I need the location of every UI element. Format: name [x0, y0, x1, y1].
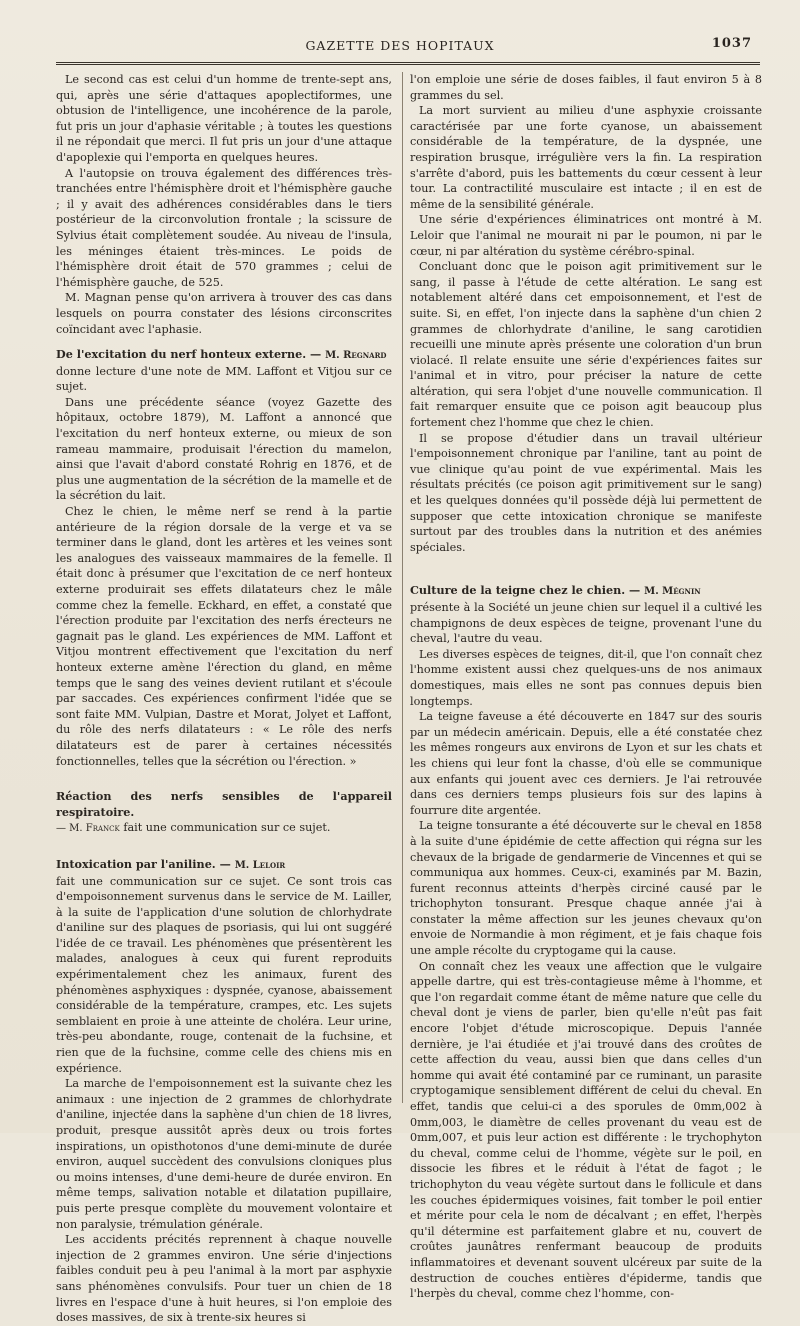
paragraph: Les accidents précités reprennent à chaque nouvelle injection de 2 grammes environ. Une série d'injections faibles conduit peu à peu l'animal à la mort par asphyxie sans phénomènes convulsifs. Pour tuer un chien de 18 livres en l'espace d'une à huit heures, si l'on emploie des doses massives, de six à trente-six heures si: [56, 1233, 392, 1325]
column-divider: [402, 72, 403, 1103]
header-double-rule: [56, 62, 760, 65]
paragraph: Une série d'expériences éliminatrices ont montré à M. Leloir que l'animal ne mourait ni par le poumon, ni par le cœur, ni par altération du système cérébro-spinal.: [410, 213, 762, 258]
page-number: 1037: [711, 36, 752, 51]
running-head: [60, 36, 752, 60]
section-title: Culture de la teigne chez le chien. —: [410, 583, 645, 598]
paragraph: Concluant donc que le poison agit primitivement sur le sang, il passe à l'étude de cette altération. Le sang est notablement altéré dans cet empoisonnement, et l'est de suite. Si, en effet, l'on injecte dans la saphène d'un chien 2 grammes de chlorhydrate d'aniline, le sang carotidien recueilli une minute après présente une coloration d'un brun violacé. Il relate ensuite une série d'expériences faites sur l'animal et in vitro, pour préciser la nature de cette altération, qui sera l'objet d'une nouvelle communication. Il fait remarquer ensuite que ce poison agit beaucoup plus fortement chez l'homme que chez le chien.: [410, 260, 762, 430]
paragraph: Dans une précédente séance (voyez Gazette des hôpitaux, octobre 1879), M. Laffont a annoncé que l'excitation du nerf honteux externe, ou mieux de son rameau mammaire, produisait l'érection du mamelon, ainsi que l'avait d'abord constaté Rohrig en 1876, et de plus une augmentation de la sécrétion de la mamelle et de la sécrétion du lait.: [56, 395, 392, 503]
section-author: M. Leloir: [234, 859, 286, 871]
left-column: [56, 72, 392, 1326]
paragraph: Le second cas est celui d'un homme de trente-sept ans, qui, après une série d'attaques apoplectiformes, une obtusion de l'intelligence, une incohérence de la parole, fut pris un jour d'aphasie véritable ; à toutes les questions il ne répondait que merci. Il fut pris un jour d'une attaque d'apoplexie qui l'emporta en quelques heures.: [56, 73, 392, 164]
paragraph: M. Magnan pense qu'on arrivera à trouver des cas dans lesquels on pourra constater des lésions circonscrites coïncidant avec l'aphasie.: [56, 291, 392, 336]
paragraph: La marche de l'empoisonnement est la suivante chez les animaux : une injection de 2 grammes de chlorhydrate d'aniline, injectée dans la saphène d'un chien de 18 livres, produit, presque aussitôt après deux ou trois fortes inspirations, un opisthotonos d'une demi-minute de durée environ, auquel succèdent des convulsions cloniques plus ou moins intenses, d'une demi-heure de durée environ. En même temps, salivation notable et dilatation pupillaire, puis perte presque complète du mouvement volontaire et non paralysie, trémulation générale.: [56, 1077, 392, 1231]
section-lead: fait une communication sur ce sujet. Ce sont trois cas d'empoisonnement survenus dans le service de M. Lailler, à la suite de l'application d'une solution de chlorhydrate d'aniline sur des plaques de psoriasis, qui lui ont suggéré l'idée de ce travail. Les phénomènes que présentèrent les malades, analogues à ceux qui furent reproduits expérimentalement chez les animaux, furent des phénomènes asphyxiques : dyspnée, cyanose, abaissement considérable de la température, crampes, etc. Les sujets semblaient en proie à une atteinte de choléra. Leur urine, très-peu abondante, rouge, contenait de la fuchsine, et rien que de la fuchsine, comme celle des chiens mis en expérience.: [56, 874, 392, 1075]
paragraph: La mort survient au milieu d'une asphyxie croissante caractérisée par une forte cyanose, un abaissement considérable de la température, de la dyspnée, une respiration brusque, irrégulière vers la fin. La respiration s'arrête d'abord, puis les battements du cœur cessent à leur tour. La contractilité musculaire est intacte ; il en est de même de la sensibilité générale.: [410, 104, 762, 211]
section-lead-text: fait une communication sur ce sujet.: [123, 821, 331, 835]
section-heading-teigne: [410, 583, 762, 600]
section-author: M. Mégnin: [644, 586, 701, 598]
section-author: M. Regnard: [325, 350, 387, 362]
section-lead: [56, 820, 392, 837]
paragraph: Chez le chien, le même nerf se rend à la partie antérieure de la région dorsale de la verge et va se terminer dans le gland, dont les artères et les veines sont les analogues des vaisseaux mammaires de la femelle. Il était donc à présumer que l'excitation de ce nerf honteux externe produirait ses effets dilatateurs chez le mâle comme chez la femelle. Eckhard, en effet, a constaté que l'érection produite par l'excitation des nerfs érecteurs ne gagnait pas le gland. Les expériences de MM. Laffont et Vitjou montrent effectivement que l'excitation du nerf honteux externe amène l'érection du gland, en même temps que le sang des veines devient rutilant et s'écoule par saccades. Ces expériences confirment l'idée que se sont faite MM. Vulpian, Dastre et Morat, Jolyet et Laffont, du rôle des nerfs dilatateurs : « Le rôle des nerfs dilatateurs est de parer à certaines nécessités fonctionnelles, telles que la sécrétion ou l'érection. »: [56, 505, 392, 768]
section-title: Intoxication par l'aniline. —: [56, 856, 235, 871]
paragraph: A l'autopsie on trouva également des différences très-tranchées entre l'hémisphère droit et l'hémisphère gauche ; il y avait des adhérences considérables dans le tiers postérieur de la circonvolution frontale ; la scissure de Sylvius était complètement soudée. Au niveau de l'insula, les méninges étaient très-minces. Le poids de l'hémisphère droit était de 570 grammes ; celui de l'hémisphère gauche, de 525.: [56, 166, 392, 289]
paragraph: On connaît chez les veaux une affection que le vulgaire appelle dartre, qui est très-contagieuse même à l'homme, et que l'on regardait comme étant de même nature que celle du cheval dont je viens de parler, bien qu'elle n'eût pas fait encore l'objet d'étude microscopique. Depuis l'année dernière, je l'ai étudiée et j'ai trouvé dans des croûtes de cette affection du veau, aussi bien que dans celles d'un homme qui avait été contaminé par ce ruminant, un parasite cryptogamique sensiblement différent de celui du cheval. En effet, tandis que celui-ci a des sporules de 0mm,002 à 0mm,003, le diamètre de celles provenant du veau est de 0mm,007, et puis leur action est différente : le trychophyton du cheval, comme celui de l'homme, végète sur le poil, en dissocie les fibres et le réduit à l'état de fagot ; le trichophyton du veau végète surtout dans le follicule et dans les couches épidermiques voisines, fait tomber le poil entier et mérite pour cela le nom de décalvant ; en effet, l'herpès qu'il détermine est parfaitement glabre et nu, couvert de croûtes jaunâtres renfermant beaucoup de produits inflammatoires et devenant souvent ulcéreux par suite de la destruction de couches entières d'épiderme, tandis que l'herpès du cheval, comme chez l'homme, con-: [410, 959, 762, 1301]
section-heading-aniline: [56, 857, 392, 874]
paragraph: La teigne tonsurante a été découverte sur le cheval en 1858 à la suite d'une épidémie de cette affection qui régna sur les chevaux de la brigade de gendarmerie de Vincennes et qui se communiqua aux hommes. Ceux-ci, examinés par M. Bazin, furent reconnus atteints d'herpès circiné causé par le trichophyton tonsurant. Presque chaque année j'ai à constater la même affection sur les jeunes chevaux qu'on envoie de Normandie à mon régiment, et je fais chaque fois une ample récolte du cryptogame qui la cause.: [410, 819, 762, 958]
section-lead: donne lecture d'une note de MM. Laffont et Vitjou sur ce sujet.: [56, 364, 392, 394]
paragraph: l'on emploie une série de doses faibles, il faut environ 5 à 8 grammes du sel.: [410, 73, 762, 102]
journal-title: GAZETTE DES HOPITAUX: [305, 38, 495, 53]
paragraph: Il se propose d'étudier dans un travail ultérieur l'empoisonnement chronique par l'aniline, tant au point de vue clinique qu'au point de vue expérimental. Mais les résultats précités (ce poison agit primitivement sur le sang) et les quelques données qu'il possède déjà lui permettent de supposer que cette intoxication chronique se manifeste surtout par des troubles dans la nutrition et des anémies spéciales.: [410, 431, 762, 554]
paragraph: Les diverses espèces de teignes, dit-il, que l'on connaît chez l'homme existent aussi chez quelques-uns de nos animaux domestiques, mais elles ne sont pas connues depuis bien longtemps.: [410, 647, 762, 708]
section-title: De l'excitation du nerf honteux externe. —: [56, 347, 326, 362]
right-column: [410, 72, 762, 1302]
section-title: Réaction des nerfs sensibles de l'appareil respiratoire.: [56, 789, 392, 819]
section-heading-nerf-honteux: [56, 347, 392, 364]
section-author: — M. Franck: [56, 823, 120, 835]
section-lead: présente à la Société un jeune chien sur lequel il a cultivé les champignons de deux espèces de teigne, provenant l'une du cheval, l'autre du veau.: [410, 601, 762, 646]
paragraph: La teigne faveuse a été découverte en 1847 sur des souris par un médecin américain. Depuis, elle a été constatée chez les mêmes rongeurs aux environs de Lyon et sur les chats et les chiens qui leur font la chasse, d'où elle se communique aux enfants qui jouent avec ces derniers. Je l'ai retrouvée dans ces derniers temps plusieurs fois sur des lapins à fourrure dite argentée.: [410, 710, 762, 817]
section-heading-nerfs-respiratoires: [56, 789, 392, 820]
